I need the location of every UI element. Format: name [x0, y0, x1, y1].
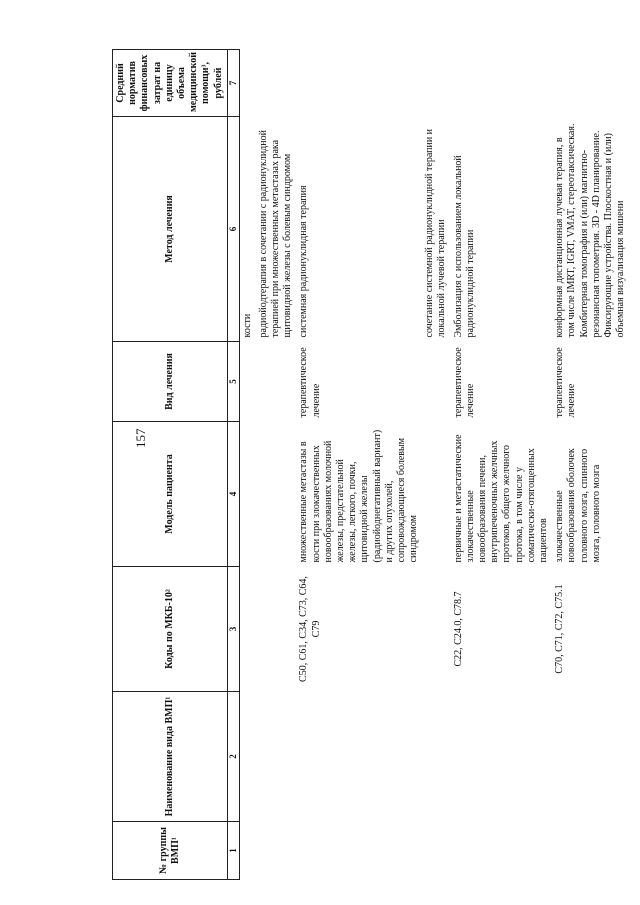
cell-group: [422, 822, 450, 880]
cell-name: [296, 692, 422, 822]
cell-name: [239, 692, 256, 822]
cell-model: [422, 422, 450, 567]
cell-treatment-type: терапевтическое лечение: [452, 347, 476, 418]
cell-method: Эмболизация с использованием локальной радионуклидной терапии: [452, 155, 476, 338]
cell-model: [239, 422, 256, 567]
cell-cost: [296, 50, 422, 117]
cell-name: [422, 692, 450, 822]
cell-cost: [422, 50, 450, 117]
cell-name: [256, 692, 297, 822]
cell-group: [451, 822, 553, 880]
cell-model: злокачественные новообразования оболочек головного мозга, спинного мозга, головного мозга: [554, 448, 602, 563]
column-number: 5: [227, 342, 239, 422]
cell-group: [256, 822, 297, 880]
cell-codes: C50, C61, C34, C73, C64, C79: [298, 576, 322, 682]
cell-method: кости: [241, 313, 253, 338]
cell-codes: C22, C24.0, C78.7: [452, 591, 464, 667]
header-cost: Средний норматив финансовых затрат на единицу объема медицинской помощи³, рублей: [113, 50, 228, 117]
cell-treatment-type: [422, 342, 450, 422]
cell-codes: [239, 567, 256, 692]
cell-codes: C70, C71, C72, C75.1: [554, 584, 566, 674]
column-number: 4: [227, 422, 239, 567]
vmp-table: [112, 49, 629, 880]
cell-group: [296, 822, 422, 880]
table-row: [296, 50, 422, 880]
table-row: [239, 50, 256, 880]
header-vmp-name: Наименование вида ВМП¹: [113, 692, 228, 822]
header-patient-model: Модель пациента: [113, 422, 228, 567]
cell-codes: [256, 567, 297, 692]
cell-group: [552, 822, 629, 880]
cell-codes: [422, 567, 450, 692]
column-number-row: [227, 50, 239, 880]
cell-name: [451, 692, 553, 822]
column-number: 3: [227, 567, 239, 692]
cell-method: радиойодтерапия в сочетании с радионуклидной терапией при множественных метастазах рака щитовидной железы с болевым синдромом: [257, 130, 294, 338]
cell-method: сочетание системной радионуклидной терапии и локальной лучевой терапии: [424, 128, 448, 338]
cell-treatment-type: терапевтическое лечение: [554, 347, 578, 418]
column-number: 1: [227, 822, 239, 880]
column-number: 7: [227, 50, 239, 117]
table-row: [256, 50, 297, 880]
cell-group: [239, 822, 256, 880]
cell-cost: [552, 50, 629, 117]
table-row: [451, 50, 553, 880]
cell-treatment-type: терапевтическое лечение: [298, 347, 322, 418]
cell-cost: [451, 50, 553, 117]
cell-model: первичные и метастатические злокачественные новообразования печени, внутрипеченочных желчных протоков, общего желчного протока, в том числе у соматически-отягощенных пациентов: [452, 434, 549, 563]
cell-treatment-type: [256, 342, 297, 422]
cell-model: множественные метастазы в кости при злокачественных новообразованиях молочной железы, предстательной железы, легкого, почки, щитовидной железы (радиойоднегативный вариант) и других опухолей, сопровождающиеся болевым синдромом: [298, 429, 420, 563]
cell-method: конформная дистанционная лучевая терапия, в том числе IMRT, IGRT, VMAT, стереотаксическая. Комбитерная томография и (или) магнитно-резонансная топометрия. 3D - 4D планирование. Фиксирующие устройства. Плоскостная и (или) объемная визуализация мишени: [554, 123, 627, 338]
cell-method: системная радионуклидная терапия: [298, 185, 310, 338]
header-row: [113, 50, 228, 880]
header-treatment-type: Вид лечения: [113, 342, 228, 422]
cell-treatment-type: [239, 342, 256, 422]
header-group-number: № группы ВМП¹: [113, 822, 228, 880]
header-treatment-method: Метод лечения: [113, 117, 228, 342]
cell-name: [552, 692, 629, 822]
column-number: 2: [227, 692, 239, 822]
column-number: 6: [227, 117, 239, 342]
cell-cost: [239, 50, 256, 117]
header-icd-codes: Коды по МКБ-10²: [113, 567, 228, 692]
table-row: [552, 50, 629, 880]
page-number: 157: [133, 428, 148, 448]
rotated-page-content: [112, 50, 632, 880]
cell-cost: [256, 50, 297, 117]
table-row: [422, 50, 450, 880]
cell-model: [256, 422, 297, 567]
